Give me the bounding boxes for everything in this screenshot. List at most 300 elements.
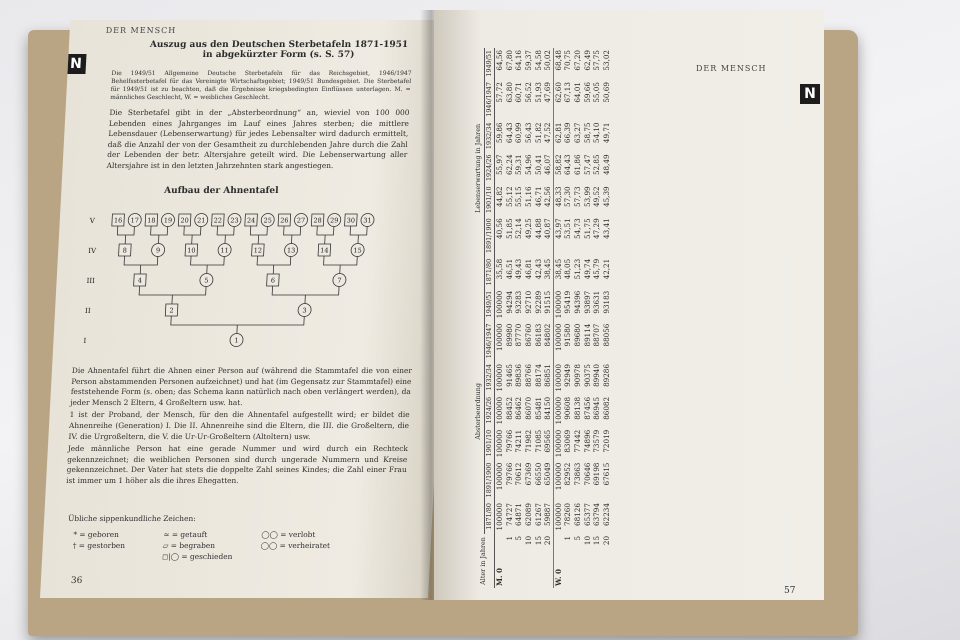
ancestor-number: 30: [346, 216, 356, 225]
table-cell: 55,97: [495, 154, 505, 176]
table-cell: 52,85: [592, 154, 602, 176]
ancestor-number: 5: [204, 276, 209, 285]
right-running-head: DER MENSCH: [696, 64, 767, 73]
sterbetafel-title: [148, 40, 409, 60]
table-cell: 53,51: [563, 218, 573, 239]
table-row: [583, 48, 593, 588]
ancestor-number: 18: [147, 216, 156, 225]
age-cell: 5: [572, 535, 582, 541]
table-cell: 40,56: [495, 218, 505, 239]
age-cell: 5: [514, 535, 524, 541]
tree-connector: [350, 226, 368, 244]
table-row: [543, 48, 553, 588]
table-cell: 100000: [553, 362, 563, 395]
legend-item: ◻|◯ = geschieden: [161, 552, 233, 561]
table-cell: 89940: [592, 364, 602, 387]
table-cell: 91515: [543, 290, 553, 314]
tree-connector: [283, 226, 301, 244]
table-cell: 93183: [601, 290, 611, 314]
ancestor-female: [298, 304, 312, 317]
ahnentafel-diagram: [79, 206, 387, 356]
table-cell: 56,43: [523, 122, 533, 144]
table-cell: 67369: [523, 462, 533, 486]
table-row: [495, 48, 505, 588]
table-cell: 40,87: [543, 218, 553, 239]
table-cell: 54,10: [592, 122, 602, 144]
table-cell: 90375: [582, 364, 592, 387]
age-cell: 10: [523, 535, 533, 546]
ancestor-female: [200, 274, 214, 287]
table-cell: 48,05: [563, 258, 573, 280]
table-cell: 78260: [563, 503, 573, 526]
age-cell: 10: [582, 535, 592, 546]
tree-connector: [257, 256, 291, 274]
table-cell: 46,51: [504, 258, 514, 280]
ancestor-male: [318, 244, 331, 256]
table-cell: 64,43: [563, 154, 573, 176]
right-page: [434, 10, 824, 600]
table-cell: 49,74: [582, 258, 592, 280]
table-cell: 62,24: [504, 154, 514, 176]
table-cell: 51,23: [572, 258, 582, 280]
ancestor-number: 21: [196, 216, 206, 225]
group-lebenserwartung: Lebenserwartung in Jahren: [474, 48, 484, 289]
table-cell: 100000: [495, 364, 505, 392]
table-cell: 88056: [601, 323, 611, 347]
period-header: 1946/1947: [484, 80, 495, 120]
period-header: 1949/51: [484, 48, 495, 80]
table-cell: 67615: [601, 462, 611, 486]
table-cell: 70,75: [563, 50, 573, 71]
table-cell: 46,71: [533, 186, 543, 207]
table-cell: 59887: [543, 503, 553, 526]
table-cell: 38,45: [543, 258, 553, 280]
table-cell: 90978: [572, 364, 582, 387]
table-cell: 50,41: [533, 154, 543, 176]
col-age-header: Alter in Jahren: [474, 534, 495, 588]
age-cell: 15: [533, 535, 543, 546]
age-cell: 20: [601, 535, 611, 546]
table-cell: 62,60: [553, 80, 563, 120]
ancestor-number: 31: [363, 216, 372, 225]
period-header: 1932/34: [484, 121, 495, 153]
tree-title: Aufbau der Ahnentafel: [163, 186, 279, 196]
table-cell: 70646: [582, 462, 592, 486]
table-cell: 86070: [523, 396, 533, 420]
table-cell: 50,69: [601, 82, 611, 103]
ancestor-male: [212, 214, 225, 226]
table-cell: 86760: [523, 323, 533, 347]
ancestor-number: 25: [263, 216, 273, 225]
table-cell: 57,73: [572, 186, 582, 207]
table-cell: 49,52: [592, 186, 602, 207]
table-cell: 42,43: [533, 258, 543, 280]
table-row: [524, 48, 534, 588]
table-cell: 100000: [553, 501, 563, 534]
intro-text: Die 1949/51 Allgemeine Deutsche Sterbetafeln für das Reichsgebiet, 1946/1947 Behelfssterbetafel für das Vereinigte Wirtschaftsgebiet; 1949/51 Bundesgebiet. Die Sterbetafel für 1949/51 ist zu beachten, daß die Ergebnisse kriegsbedingten Einflüssen unterlagen. M. = männliches Geschlecht, W. = weibliches Geschlecht.: [110, 70, 412, 101]
table-cell: 100000: [495, 290, 505, 319]
table-cell: 46,07: [543, 154, 553, 176]
table-cell: 64,43: [504, 122, 514, 144]
ancestor-number: 19: [163, 216, 173, 225]
tree-connector: [150, 226, 168, 244]
left-running-head: DER MENSCH: [105, 26, 177, 35]
table-cell: 45,39: [601, 186, 611, 207]
table-cell: 67,20: [572, 50, 582, 71]
ancestor-male: [112, 214, 125, 226]
tree-connector: [139, 286, 206, 304]
table-cell: 74727: [504, 503, 514, 526]
table-cell: 51,82: [533, 122, 543, 144]
table-cell: 55,05: [592, 82, 602, 103]
table-cell: 88174: [533, 364, 543, 387]
ancestor-male: [134, 274, 147, 286]
ancestor-number: 17: [130, 216, 140, 225]
age-cell: 1: [504, 535, 514, 541]
ancestor-number: 12: [253, 246, 263, 255]
table-cell: 59,86: [495, 122, 505, 144]
ancestor-number: 9: [155, 246, 161, 255]
table-cell: 100000: [495, 323, 505, 352]
table-cell: 64,16: [514, 50, 524, 71]
table-cell: 86945: [592, 396, 602, 420]
table-cell: 95419: [563, 290, 573, 314]
generation-label: IV: [87, 247, 97, 255]
table-cell: 57,30: [563, 186, 573, 207]
table-cell: 89680: [572, 323, 582, 347]
ancestor-male: [252, 244, 265, 256]
ancestor-male: [165, 304, 178, 316]
table-cell: 59,31: [514, 154, 524, 176]
ancestor-number: 6: [270, 276, 276, 285]
ancestor-number: 14: [319, 246, 329, 255]
table-cell: 60,71: [514, 82, 524, 103]
ancestor-number: 20: [180, 216, 189, 225]
age-cell: 20: [543, 535, 553, 546]
tree-connector: [316, 226, 334, 244]
table-cell: 90608: [563, 396, 573, 420]
table-cell: 61267: [533, 503, 543, 526]
table-cell: 58,75: [582, 122, 592, 144]
ancestor-number: 29: [329, 216, 339, 225]
period-header: 1901/10: [484, 184, 495, 216]
table-cell: 63,27: [572, 122, 582, 144]
table-cell: 46,81: [523, 258, 533, 280]
table-cell: 51,16: [523, 186, 533, 207]
ancestor-male: [145, 214, 158, 226]
table-cell: 53,99: [582, 186, 592, 207]
ancestor-number: 27: [296, 216, 306, 225]
table-cell: 79766: [504, 462, 514, 486]
table-cell: 67,13: [563, 82, 573, 103]
left-page: [40, 20, 458, 598]
table-cell: 50,02: [543, 50, 553, 71]
period-header: 1924/26: [484, 395, 495, 428]
title-line-1: Auszug aus den Deutschen Sterbetafeln 1871-1951: [149, 40, 409, 50]
ancestor-number: 1: [234, 336, 239, 345]
table-cell: 74896: [582, 429, 592, 453]
ancestor-male: [119, 244, 132, 256]
table-cell: 64,56: [495, 50, 505, 71]
table-cell: 71085: [533, 429, 543, 453]
table-cell: 86462: [514, 396, 524, 420]
period-header: 1871/80: [484, 257, 495, 289]
table-cell: 65377: [582, 503, 592, 526]
age-cell: 1: [563, 535, 573, 541]
ancestor-male: [345, 214, 358, 226]
ancestor-number: 24: [246, 216, 256, 225]
age-cell: 15: [592, 535, 602, 546]
tree-connector: [117, 226, 135, 244]
table-cell: 66,39: [563, 122, 573, 144]
table-row: [505, 48, 515, 588]
table-cell: 92710: [523, 290, 533, 314]
sterbetafel-table: [474, 48, 804, 588]
ancestor-male: [311, 214, 324, 226]
table-cell: 74211: [514, 429, 524, 453]
ancestor-number: 13: [286, 246, 296, 255]
table-cell: 43,97: [553, 216, 563, 256]
table-cell: 49,43: [514, 258, 524, 280]
tree-connector: [124, 256, 158, 274]
table-cell: 100000: [553, 461, 563, 501]
table-cell: 84150: [543, 396, 553, 420]
period-header: 1949/51: [484, 289, 495, 322]
table-cell: 58,82: [553, 152, 563, 184]
ancestor-female: [361, 214, 375, 227]
legend-col-3: [260, 530, 330, 552]
ancestor-number: 11: [220, 246, 229, 255]
table-cell: 86183: [533, 323, 543, 347]
table-cell: 100000: [495, 429, 505, 458]
table-cell: 43,41: [601, 218, 611, 239]
legend-title: Übliche sippenkundliche Zeichen:: [67, 514, 196, 523]
table-cell: 91465: [504, 364, 514, 387]
ancestor-number: 22: [213, 216, 223, 225]
legend-item: † = gestorben: [72, 541, 126, 550]
legend-item: * = geboren: [73, 530, 120, 539]
period-header: 1924/26: [484, 152, 495, 184]
table-cell: 51,75: [582, 218, 592, 239]
ancestor-female: [228, 214, 242, 227]
table-cell: 100000: [495, 396, 505, 425]
table-cell: 45,79: [592, 258, 602, 280]
table-cell: 93897: [582, 290, 592, 314]
table-cell: 93283: [514, 290, 524, 314]
legend-item: ≈ = getauft: [163, 530, 208, 539]
table-cell: 54,96: [523, 154, 533, 176]
table-cell: 87770: [514, 323, 524, 347]
ancestor-male: [178, 214, 191, 226]
ancestor-number: 8: [122, 246, 128, 255]
table-cell: 54,73: [572, 218, 582, 239]
ancestor-female: [151, 244, 165, 257]
table-cell: 100000: [495, 503, 505, 531]
tree-connector: [250, 226, 268, 244]
left-page-number: 36: [70, 576, 83, 586]
table-cell: 94294: [504, 290, 514, 314]
period-header: 1891/1900: [484, 216, 495, 256]
table-cell: 42,56: [543, 186, 553, 207]
tree-connector: [170, 316, 304, 334]
ancestor-female: [351, 244, 365, 257]
paragraph-ahnentafel: [66, 366, 412, 489]
table-cell: 94396: [572, 290, 582, 314]
legend-col-1: [72, 530, 125, 552]
table-cell: 66550: [533, 462, 543, 486]
table-cell: 49,71: [601, 122, 611, 144]
table-cell: 54,58: [533, 50, 543, 71]
group-absterbeordnung: Absterbeordnung: [474, 289, 484, 534]
table-cell: 73579: [592, 429, 602, 453]
period-header: 1871/80: [484, 501, 495, 534]
table-cell: 69565: [543, 429, 553, 453]
ancestor-female: [333, 274, 347, 287]
text-proband: 1 ist der Proband, der Mensch, für den die Ahnentafel aufgestellt wird; er bildet die Ahnenreihe (Generation) I. Die II. Ahnenreihe sind die Eltern, die III. die Großeltern, die IV. die Urgroßeltern, die V. die Ur-Ur-Großeltern (Altoltern) usw.: [68, 410, 410, 441]
table-row: [534, 48, 544, 588]
table-cell: 65049: [543, 462, 553, 486]
table-cell: 100000: [495, 462, 505, 491]
period-header: 1901/10: [484, 428, 495, 461]
tree-connector: [323, 256, 357, 274]
ancestor-female: [261, 214, 275, 227]
generation-label: III: [86, 277, 96, 285]
table-cell: 59,66: [582, 82, 592, 103]
table-cell: 62234: [601, 503, 611, 526]
table-cell: 73863: [572, 462, 582, 486]
table-cell: 89836: [514, 364, 524, 387]
table-row: [573, 48, 583, 588]
table-cell: 77442: [572, 429, 582, 453]
table-cell: 42,21: [601, 258, 611, 280]
table-cell: 61,86: [572, 154, 582, 176]
ancestor-male: [245, 214, 258, 226]
table-cell: 62,81: [553, 121, 563, 153]
table-cell: 100000: [553, 428, 563, 461]
ancestor-number: 7: [337, 276, 342, 285]
table-cell: 59,37: [523, 50, 533, 71]
table-cell: 55,12: [504, 186, 514, 207]
ancestor-male: [267, 274, 280, 286]
table-cell: 68126: [572, 503, 582, 526]
table-cell: 83069: [563, 429, 573, 453]
ancestor-female: [294, 214, 308, 227]
table-cell: 89114: [582, 323, 592, 347]
table-cell: 44,82: [495, 186, 505, 207]
table-cell: 44,88: [533, 218, 543, 239]
table-cell: 79766: [504, 429, 514, 453]
legend-col-2: [162, 530, 234, 563]
table-cell: 82952: [563, 462, 573, 486]
table-cell: 93631: [592, 290, 602, 314]
right-page-number: 57: [784, 586, 796, 596]
table-cell: 53,02: [601, 50, 611, 71]
ancestor-male: [278, 214, 291, 226]
table-row: [563, 48, 573, 588]
ancestor-number: 3: [302, 306, 307, 315]
table-cell: 64,01: [572, 82, 582, 103]
ancestor-female: [218, 244, 232, 257]
ancestor-number: 15: [353, 246, 362, 255]
table-cell: 89286: [601, 364, 611, 387]
table-cell: 56,52: [523, 82, 533, 103]
table-cell: 69198: [592, 462, 602, 486]
table-cell: 92289: [533, 290, 543, 314]
table-cell: 88452: [504, 396, 514, 420]
table-cell: 47,52: [543, 122, 553, 144]
table-cell: 88707: [592, 323, 602, 347]
ancestor-number: 2: [169, 306, 174, 315]
table-cell: 48,33: [553, 184, 563, 216]
table-cell: 55,15: [514, 186, 524, 207]
table-cell: 89980: [504, 323, 514, 347]
table-cell: 71982: [523, 429, 533, 453]
ancestor-female: [128, 214, 142, 227]
table-row: [592, 48, 602, 588]
table-cell: 100000: [553, 395, 563, 428]
table-row: [514, 48, 524, 588]
table-cell: 38,45: [553, 257, 563, 289]
ancestor-number: 16: [113, 216, 123, 225]
table-cell: 51,85: [504, 218, 514, 239]
table-cell: 87456: [582, 396, 592, 420]
ancestor-number: 26: [280, 216, 289, 225]
table-cell: 86851: [543, 364, 553, 387]
table-cell: 57,75: [592, 50, 602, 71]
table-cell: 100000: [553, 322, 563, 362]
table-cell: 70612: [514, 462, 524, 486]
table-cell: 51,93: [533, 82, 543, 103]
ancestor-number: 23: [230, 216, 239, 225]
title-line-2: in abgekürzter Form (s. S. 57): [202, 50, 355, 60]
table-cell: 49,25: [523, 218, 533, 239]
table-cell: 48,49: [601, 154, 611, 176]
table-cell: 92949: [563, 364, 573, 387]
ancestor-female: [161, 214, 175, 227]
table-cell: 72019: [601, 429, 611, 453]
table-cell: 67,80: [504, 50, 514, 71]
table-cell: 35,58: [495, 258, 505, 280]
paragraph-sterbetafel: Die Sterbetafel gibt in der „Absterbeordnung“ an, wieviel von 100 000 Lebenden eines Jahrganges im Lauf eines Jahres sterben; die mittlere Lebensdauer (Lebenserwartung) für jedes Lebensalter wird dadurch ermittelt, daß die Anzahl der von der Gesamtheit zu durchlebenden Jahre durch die Zahl der Lebenden der betr. Altersjahre geteilt wird. Die Lebenserwartung aller Altersjahre ist in den letzten Jahrzehnten stark angestiegen.: [106, 108, 410, 170]
table-cell: 63794: [592, 503, 602, 526]
ancestor-male: [185, 244, 198, 256]
period-header: 1932/34: [484, 362, 495, 395]
table-cell: 64871: [514, 503, 524, 526]
ancestor-female: [230, 334, 244, 347]
table-cell: 57,72: [495, 82, 505, 103]
table-row: [553, 48, 563, 588]
ancestor-female: [194, 214, 208, 227]
generation-label: V: [89, 217, 96, 225]
table-cell: 100000: [553, 289, 563, 322]
table-cell: 91580: [563, 323, 573, 347]
text-nummer: Jede männliche Person hat eine gerade Nummer und wird durch ein Rechteck gekennzeichnet; die weiblichen Personen sind durch ungerade Nummern und Kreise gekennzeichnet. Der Vater hat stets die doppelte Zahl seines Kindes; die Zahl einer Frau ist immer um 1 höher als die ihres Ehegatten.: [65, 444, 409, 485]
generation-label: I: [83, 337, 87, 345]
period-header: 1946/1947: [484, 322, 495, 362]
legend-item: ▱ = begraben: [162, 541, 216, 550]
table-cell: 88138: [572, 396, 582, 420]
table-cell: 62,49: [582, 50, 592, 71]
text-ahnentafel: Die Ahnentafel führt die Ahnen einer Person auf (während die Stammtafel die von einer Person abstammenden Personen aufzeichnet) und hat (im Gegensatz zur Stammtafel) eine feststehende Form (s. oben; das Schema kann natürlich nach oben verlängert werden), da jeder Mensch 2 Eltern, 4 Großeltern usw. hat.: [70, 366, 413, 407]
table-cell: 63,80: [504, 82, 514, 103]
generation-label: II: [84, 307, 91, 315]
table-cell: 84802: [543, 323, 553, 347]
age-cell: M. 0: [495, 568, 505, 586]
table-cell: 88766: [523, 364, 533, 387]
ancestor-number: 10: [186, 246, 196, 255]
tree-connector: [190, 256, 224, 274]
table-cell: 85481: [533, 396, 543, 420]
